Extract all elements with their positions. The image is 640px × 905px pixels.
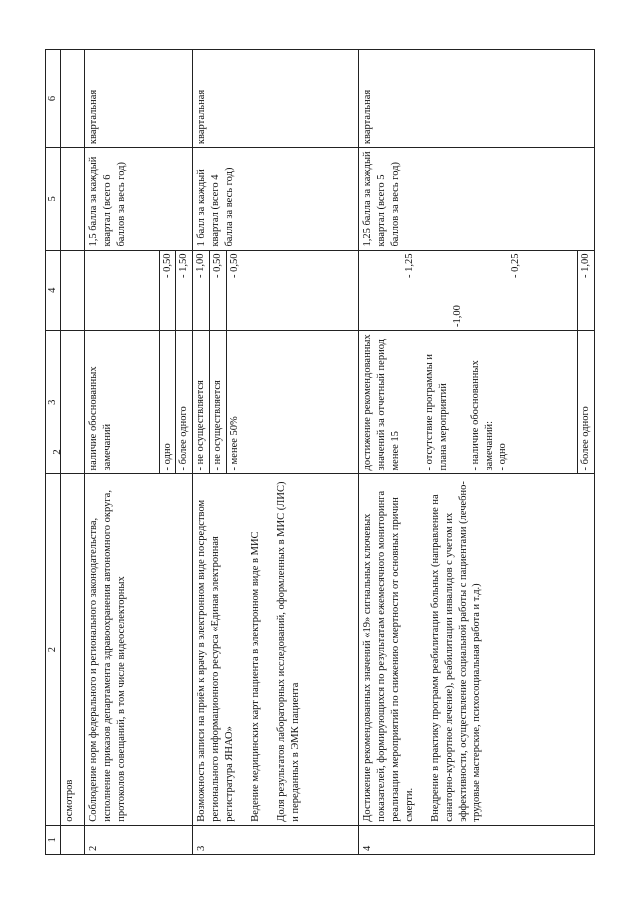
header-cell: 1: [46, 825, 61, 854]
criteria-table-sheet: [45, 49, 595, 855]
score-value: - 1,00: [195, 253, 207, 279]
criteria-option: - не осуществляется: [209, 331, 226, 473]
row-description: Соблюдение норм федерального и регионального законодательства, исполнение приказов департамента здравоохранения автономного округа, протоколов совещаний, в том числе видеоселекторных: [85, 474, 193, 825]
criteria-main: - наличие обоснованных замечаний:: [469, 360, 495, 471]
max-score: 1,5 балла за каждый квартал (всего 6 баллов за весь год): [85, 148, 193, 250]
table-row-3: [193, 50, 359, 855]
row-description: Ведение медицинских карт пациента в электронном виде в МИС: [249, 531, 261, 822]
table-row-2: [85, 50, 193, 855]
criteria-option: - одно: [497, 443, 509, 471]
header-cell: 3: [46, 331, 61, 474]
criteria-main: - отсутствие программы и плана мероприятий: [423, 353, 449, 471]
score-value: - 1,50: [175, 251, 192, 331]
score-value: - 1,25: [404, 253, 416, 279]
max-score: 1,25 балла за каждый квартал (всего 5 баллов за весь год): [359, 148, 595, 250]
row-description: Возможность записи на приём к врачу в электронном виде посредством регионального информационного ресурса «Единая электронная регистратура ЯНАО»: [196, 499, 236, 822]
criteria-option: - менее 50%: [226, 331, 243, 473]
period: квартальная: [193, 50, 359, 148]
score-value: - 0,50: [159, 251, 176, 331]
score-value: -1,00: [452, 305, 464, 328]
period: квартальная: [359, 50, 595, 148]
score-value: - 0,50: [209, 251, 226, 331]
criteria-option: - более одного: [175, 331, 192, 473]
row-description: Достижение рекомендованных значений «19» сигнальных ключевых показателей, формирующихся по результатам ежемесячного мониторинга реализации мероприятий по снижению смертности от основных причин смерти.: [362, 490, 415, 822]
row-number: 3: [193, 825, 359, 854]
criteria-option: - более одного: [577, 331, 594, 473]
row-number: 2: [85, 825, 193, 854]
criteria-option: - не осуществляется: [195, 380, 207, 471]
header-cell: 5: [46, 148, 61, 250]
table-row-4: [359, 50, 595, 855]
header-cell: 6: [46, 50, 61, 148]
period: квартальная: [85, 50, 193, 148]
criteria-option: - одно: [159, 331, 176, 473]
header-cell: 2: [46, 474, 61, 825]
score-value: - 0,50: [226, 251, 243, 331]
criteria-table: [45, 49, 595, 855]
criteria-main: достижение рекомендованных значений за отчетный период менее 15: [362, 334, 402, 471]
continuation-text: осмотров: [60, 474, 84, 825]
score-value: - 0,25: [510, 253, 522, 279]
table-row-continuation: [60, 50, 84, 855]
score-value: - 1,00: [577, 251, 594, 331]
row-description: Доля результатов лабораторных исследований, оформленных в МИС (ЛИС) и переданных в ЭМК пациента: [275, 481, 301, 822]
page-number: 2: [51, 449, 63, 455]
row-number: 4: [359, 825, 595, 854]
header-cell: 4: [46, 250, 61, 331]
row-description: Внедрение в практику программ реабилитации больных (направление на санаторно-курортное лечение), реабилитации инвалидов с учетом их эффективности, осуществление социальной работы с пациентами (лечебно-трудовые мастерские, психосоциальная работа и т.д.): [429, 481, 483, 822]
max-score: 1 балл за каждый квартал (всего 4 балла за весь год): [193, 148, 359, 250]
header-row: [46, 50, 61, 855]
criteria-main: наличие обоснованных замечаний: [88, 366, 114, 471]
